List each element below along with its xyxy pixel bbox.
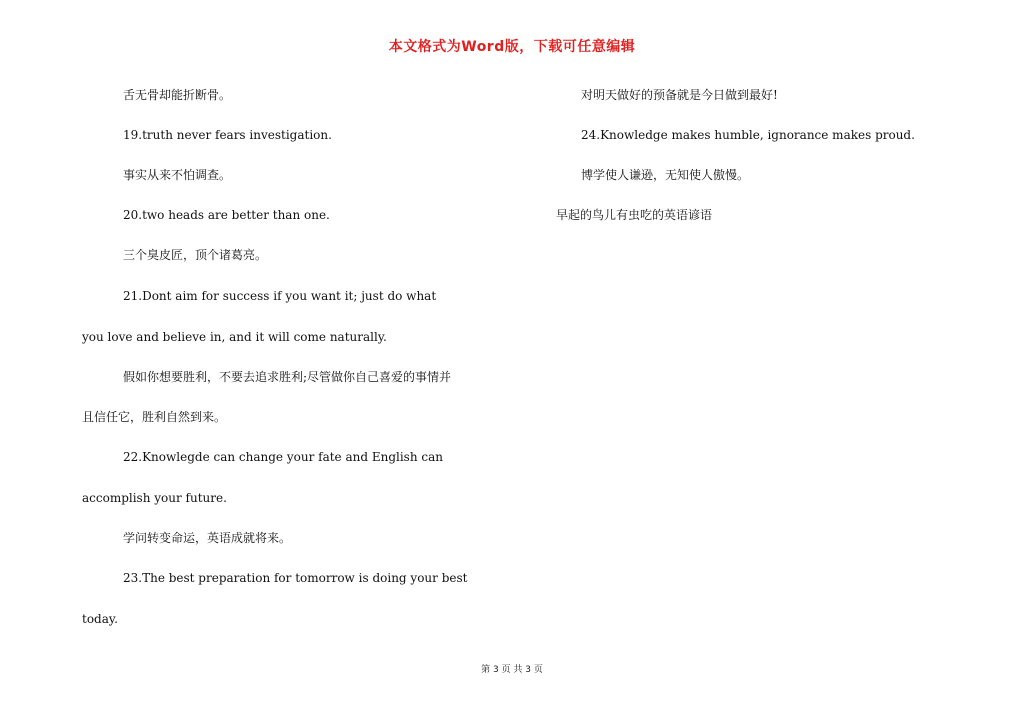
right-line-2: 24.Knowledge makes humble, ignorance makes proud.	[581, 128, 915, 142]
left-line-4: 20.two heads are better than one.	[123, 208, 330, 222]
page-number-footer: 第 3 页 共 3 页	[481, 665, 543, 675]
left-line-10: 22.Knowlegde can change your fate and English can	[123, 450, 443, 464]
left-line-9: 且信任它，胜利自然到来。	[82, 410, 227, 424]
left-line-14: today.	[82, 612, 118, 626]
left-line-3: 事实从来不怕调查。	[123, 168, 232, 182]
left-line-8: 假如你想要胜利，不要去追求胜利;尽管做你自己喜爱的事情并	[123, 370, 452, 384]
left-line-7: you love and believe in, and it will come naturally.	[82, 330, 387, 344]
right-line-1: 对明天做好的预备就是今日做到最好!	[581, 88, 778, 102]
left-line-12: 学问转变命运，英语成就将来。	[123, 531, 292, 545]
right-line-3: 博学使人谦逊，无知使人傲慢。	[581, 168, 750, 182]
left-line-13: 23.The best preparation for tomorrow is doing your best	[123, 571, 468, 585]
right-line-4: 早起的鸟儿有虫吃的英语谚语	[556, 208, 713, 222]
left-line-2: 19.truth never fears investigation.	[123, 128, 332, 142]
left-line-6: 21.Dont aim for success if you want it; just do what	[123, 289, 437, 303]
left-line-1: 舌无骨却能折断骨。	[123, 88, 232, 102]
left-line-11: accomplish your future.	[82, 491, 227, 505]
left-line-5: 三个臭皮匠，顶个诸葛亮。	[123, 248, 268, 262]
header-banner: 本文格式为Word版，下载可任意编辑	[388, 39, 636, 55]
